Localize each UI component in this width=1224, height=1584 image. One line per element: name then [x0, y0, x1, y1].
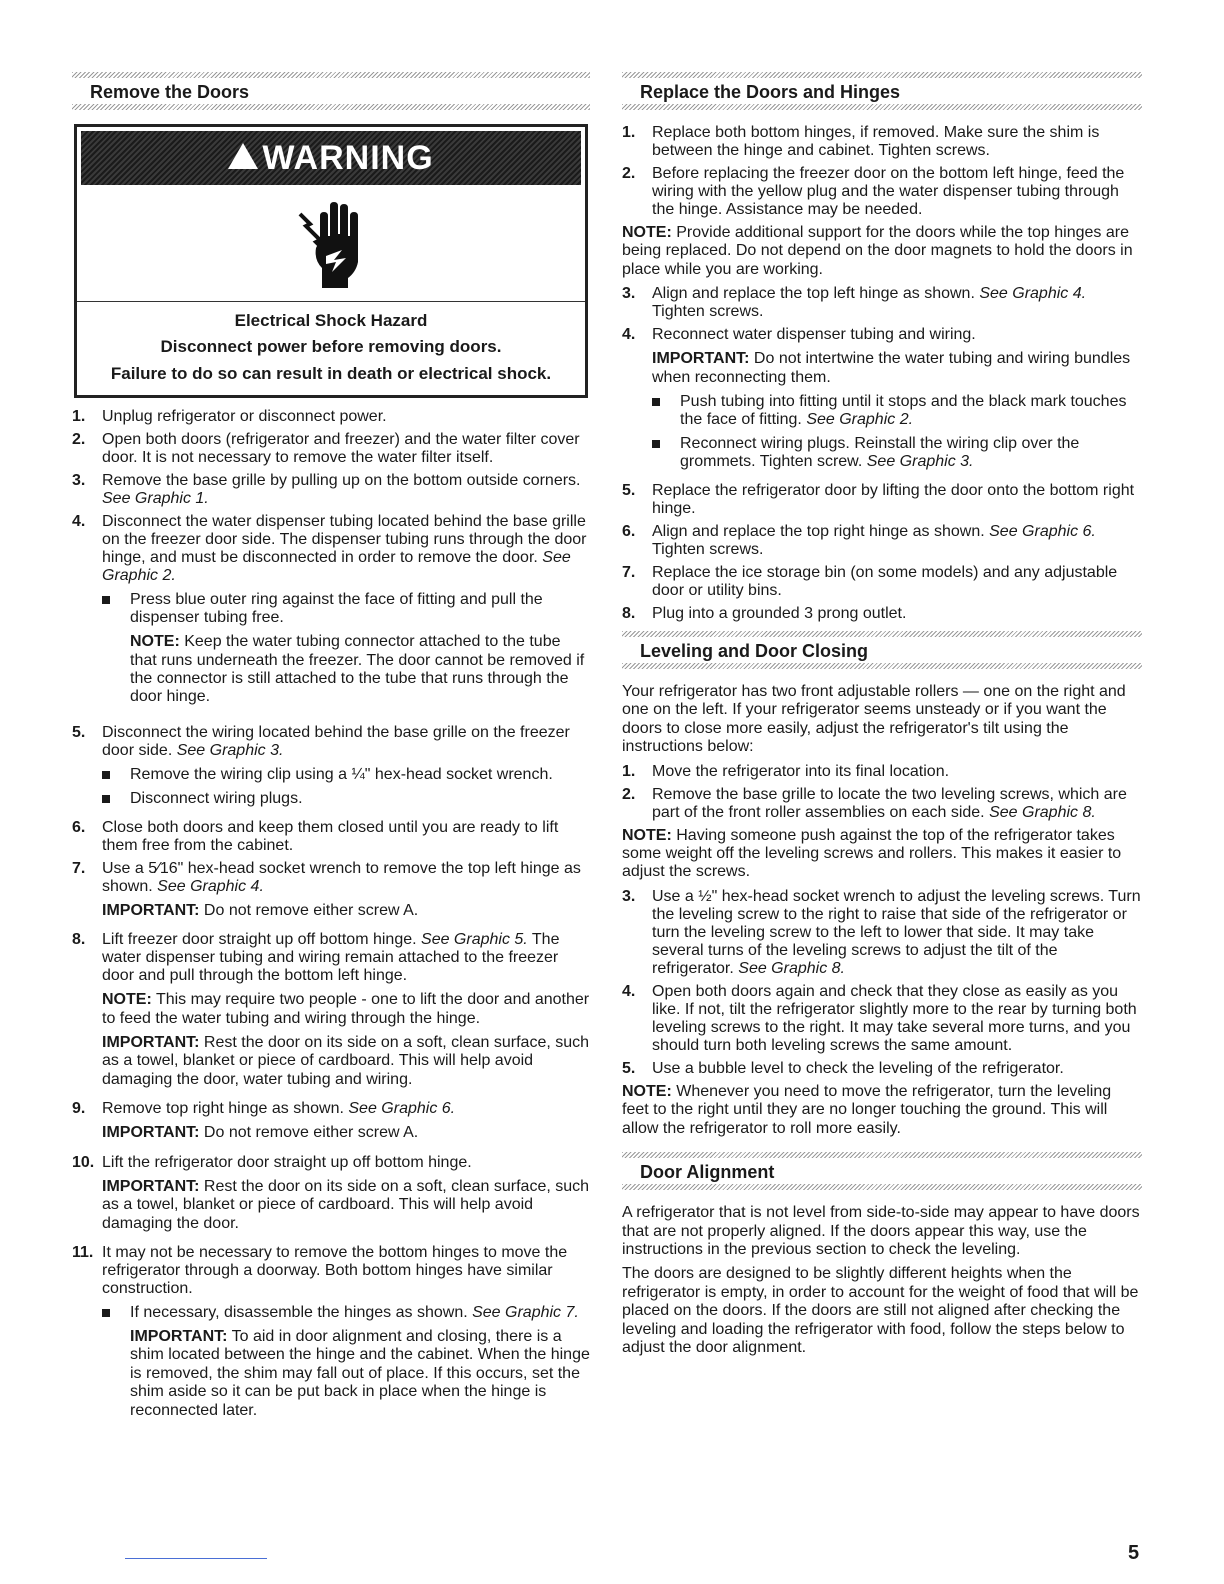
bullet-square-icon	[102, 1309, 110, 1317]
section-header-leveling	[622, 631, 1142, 669]
step-2: 2. Before replacing the freezer door on the bottom left hinge, feed the wiring with the yellow plug and the water dispenser tubing through the hinge. Assistance may be needed.	[622, 165, 1125, 218]
step-7: 7. Replace the ice storage bin (on some models) and any adjustable door or utility bins.	[622, 564, 1118, 600]
door-alignment-para-1: A refrigerator that is not level from side-to-side may appear to have doors that are not properly aligned. If the doors appear this way, use the instructions in the previous section to check the leveling.	[622, 1204, 1140, 1258]
bullet-square-icon	[652, 398, 660, 406]
section-header-door-alignment	[622, 1152, 1142, 1190]
page-number: 5	[1128, 1542, 1140, 1564]
step-5: 5. Disconnect the wiring located behind the base grille on the freezer door side. See Graphic 3. Remove the wiring clip using a ¼" hex-head socket wrench. Disconnect wiring plugs.	[72, 724, 590, 814]
footer-divider	[125, 1558, 267, 1559]
electric-shock-hand-icon	[77, 189, 585, 302]
section-title: Remove the Doors	[90, 82, 250, 102]
right-column	[622, 72, 1142, 1363]
left-column	[72, 72, 590, 1437]
section-header-remove-doors	[72, 72, 590, 110]
step-5: 5. Use a bubble level to check the leveling of the refrigerator.	[622, 1059, 1064, 1077]
step-9: 9. Remove top right hinge as shown. See Graphic 6. IMPORTANT: Do not remove either screw A.	[72, 1100, 590, 1148]
warning-banner-text: WARNING	[262, 138, 434, 177]
step-5: 5. Replace the refrigerator door by lifting the door onto the bottom right hinge.	[622, 482, 1135, 518]
bullet-square-icon	[652, 440, 660, 448]
note: NOTE: Having someone push against the top of the refrigerator takes some weight off the leveling screws and rollers. This makes it easier to adjust the screws.	[622, 826, 1122, 881]
warning-hazard: Electrical Shock Hazard	[234, 311, 428, 330]
step-1: 1. Unplug refrigerator or disconnect power.	[72, 408, 387, 426]
warning-text	[77, 302, 585, 395]
step-3: 3. Use a ½" hex-head socket wrench to adjust the leveling screws. Turn the leveling screw to the right to raise that side of the refrigerator or turn the leveling screw to the left to lower that side. It may take several turns of the leveling screws to adjust the tilt of the refrigerator. See Graphic 8.	[622, 887, 1141, 977]
step-3: 3. Remove the base grille by pulling up on the bottom outside corners. See Graphic 1.	[72, 472, 581, 508]
warning-banner	[81, 131, 581, 185]
section-title: Leveling and Door Closing	[640, 641, 869, 662]
bullet-item: Press blue outer ring against the face of fitting and pull the dispenser tubing free. NOTE: Keep the water tubing connector attached to the tube that runs underneath the freezer. The door cannot be removed if the connector is still attached to the tube that runs through the door hinge.	[102, 591, 590, 713]
step-10: 10. Lift the refrigerator door straight up off bottom hinge. IMPORTANT: Rest the door on its side on a soft, clean surface, such as a towel, blanket or piece of cardboard. This will help avoid damaging the door.	[72, 1153, 590, 1232]
section-title: Door Alignment	[640, 1162, 775, 1183]
warning-box	[74, 124, 588, 398]
important-note: IMPORTANT: Rest the door on its side on a soft, clean surface, such as a towel, blanket or piece of cardboard. This will help avoid damaging the door.	[102, 1177, 590, 1232]
bullet-item: Remove the wiring clip using a ¼" hex-head socket wrench.	[102, 766, 590, 784]
bullet-item: Reconnect wiring plugs. Reinstall the wiring clip over the grommets. Tighten screw. See Graphic 3.	[652, 435, 1142, 471]
warning-triangle-icon	[228, 143, 258, 169]
step-2: 2. Open both doors (refrigerator and freezer) and the water filter cover door. It is not necessary to remove the water filter itself.	[72, 431, 580, 467]
step-4: 4. Disconnect the water dispenser tubing located behind the base grille on the freezer door side. The dispenser tubing runs through the door hinge, and must be disconnected in order to remove the door. See Graphic 2. Press blue outer ring against the face of fitting and pull the dispenser tubing free. NOTE: Keep the water tubing connector attached to the tube that runs underneath the freezer. The door cannot be removed if the connector is still attached to the tube that runs through the door hinge.	[72, 513, 590, 719]
note: NOTE: Whenever you need to move the refrigerator, turn the leveling feet to the right until they are no longer touching the ground. This will allow the refrigerator to roll more easily.	[622, 1082, 1112, 1137]
section-title: Replace the Doors and Hinges	[640, 82, 901, 102]
step-6: 6. Close both doors and keep them closed until you are ready to lift them free from the cabinet.	[72, 818, 559, 854]
leveling-intro: Your refrigerator has two front adjustable rollers — one on the right and one on the left. If your refrigerator seems unsteady or if you want the doors to close more easily, adjust the refrigerator's tilt using the instructions below:	[622, 683, 1126, 756]
step-2: 2. Remove the base grille to locate the two leveling screws, which are part of the front roller assemblies on each side. See Graphic 8.	[622, 785, 1127, 821]
important-note: IMPORTANT: Rest the door on its side on a soft, clean surface, such as a towel, blanket or piece of cardboard. This will help avoid damaging the door, water tubing and wiring.	[102, 1034, 590, 1088]
section-header-replace-doors	[622, 72, 1142, 110]
important-note: IMPORTANT: To aid in door alignment and closing, there is a shim located between the hinge and the cabinet. When the hinge is removed, the shim may fall out of place. If this occurs, set the shim aside so it can be put back in place when the hinge is reconnected later.	[130, 1327, 590, 1419]
bullet-square-icon	[102, 771, 110, 779]
note: NOTE: Provide additional support for the doors while the top hinges are being replaced. Do not depend on the door magnets to hold the doors in place while you are working.	[622, 224, 1133, 278]
door-alignment-para-2: The doors are designed to be slightly different heights when the refrigerator is empty, in order to account for the weight of food that will be placed on the doors. If the doors are still not aligned after checking the leveling and loading the refrigerator with food, follow the steps below to adjust the door alignment.	[622, 1265, 1139, 1356]
step-1: 1. Replace both bottom hinges, if removed. Make sure the shim is between the hinge and cabinet. Tighten screws.	[622, 124, 1100, 159]
important-note: IMPORTANT: Do not remove either screw A.	[102, 1124, 419, 1142]
bullet-item: If necessary, disassemble the hinges as shown. See Graphic 7. IMPORTANT: To aid in door alignment and closing, there is a shim located between the hinge and the cabinet. When the hinge is removed, the shim may fall out of place. If this occurs, set the shim aside so it can be put back in place when the hinge is reconnected later.	[102, 1304, 590, 1426]
step-8: 8. Lift freezer door straight up off bottom hinge. See Graphic 5. The water dispenser tubing and wiring remain attached to the freezer door and pull through the bottom left hinge. NOTE: This may require two people - one to lift the door and another to feed the water tubing and wiring through the hinge. IMPORTANT: Rest the door on its side on a soft, clean surface, such as a towel, blanket or piece of cardboard. This will help avoid damaging the door, water tubing and wiring.	[72, 931, 590, 1088]
step-7: 7. Use a 5⁄16" hex-head socket wrench to remove the top left hinge as shown. See Graphic 4. IMPORTANT: Do not remove either screw A.	[72, 860, 590, 926]
warning-line-2: Failure to do so can result in death or electrical shock.	[110, 363, 552, 383]
step-6: 6. Align and replace the top right hinge as shown. See Graphic 6. Tighten screws.	[622, 523, 1096, 559]
important-note: IMPORTANT: Do not remove either screw A.	[102, 901, 419, 919]
bullet-square-icon	[102, 795, 110, 803]
bullet-item: Disconnect wiring plugs.	[102, 790, 590, 808]
warning-line-1: Disconnect power before removing doors.	[160, 337, 502, 357]
bullet-square-icon	[102, 596, 110, 604]
step-4: 4. Open both doors again and check that they close as easily as you like. If not, tilt the refrigerator slightly more to the rear by turning both leveling screws to the right. It may take several more turns, and you should turn both leveling screws the same amount.	[622, 982, 1137, 1054]
important-note: IMPORTANT: Do not intertwine the water tubing and wiring bundles when reconnecting them.	[652, 350, 1131, 386]
step-4: 4. Reconnect water dispenser tubing and wiring. IMPORTANT: Do not intertwine the water tubing and wiring bundles when reconnecting them. Push tubing into fitting until it stops and the black mark touches the face of fitting. See Graphic 2. Reconnect wiring plugs. Reinstall the wiring clip over the grommets. Tighten screw. See Graphic 3.	[622, 326, 1142, 477]
step-1: 1. Move the refrigerator into its final location.	[622, 762, 950, 780]
note: NOTE: This may require two people - one to lift the door and another to feed the water tubing and wiring through the hinge.	[102, 991, 590, 1027]
note: NOTE: Keep the water tubing connector attached to the tube that runs underneath the freezer. The door cannot be removed if the connector is still attached to the tube that runs through the door hinge.	[130, 633, 585, 706]
step-3: 3. Align and replace the top left hinge as shown. See Graphic 4. Tighten screws.	[622, 285, 1087, 321]
bullet-item: Push tubing into fitting until it stops and the black mark touches the face of fitting. See Graphic 2.	[652, 393, 1142, 429]
step-11: 11. It may not be necessary to remove the bottom hinges to move the refrigerator through a doorway. Both bottom hinges have similar construction. If necessary, disassemble the hinges as shown. See Graphic 7. IMPORTANT: To aid in door alignment and closing, there is a shim located between the hinge and the cabinet. When the hinge is removed, the shim may fall out of place. If this occurs, set the shim aside so it can be put back in place when the hinge is reconnected later.	[72, 1244, 590, 1432]
step-8: 8. Plug into a grounded 3 prong outlet.	[622, 605, 907, 623]
